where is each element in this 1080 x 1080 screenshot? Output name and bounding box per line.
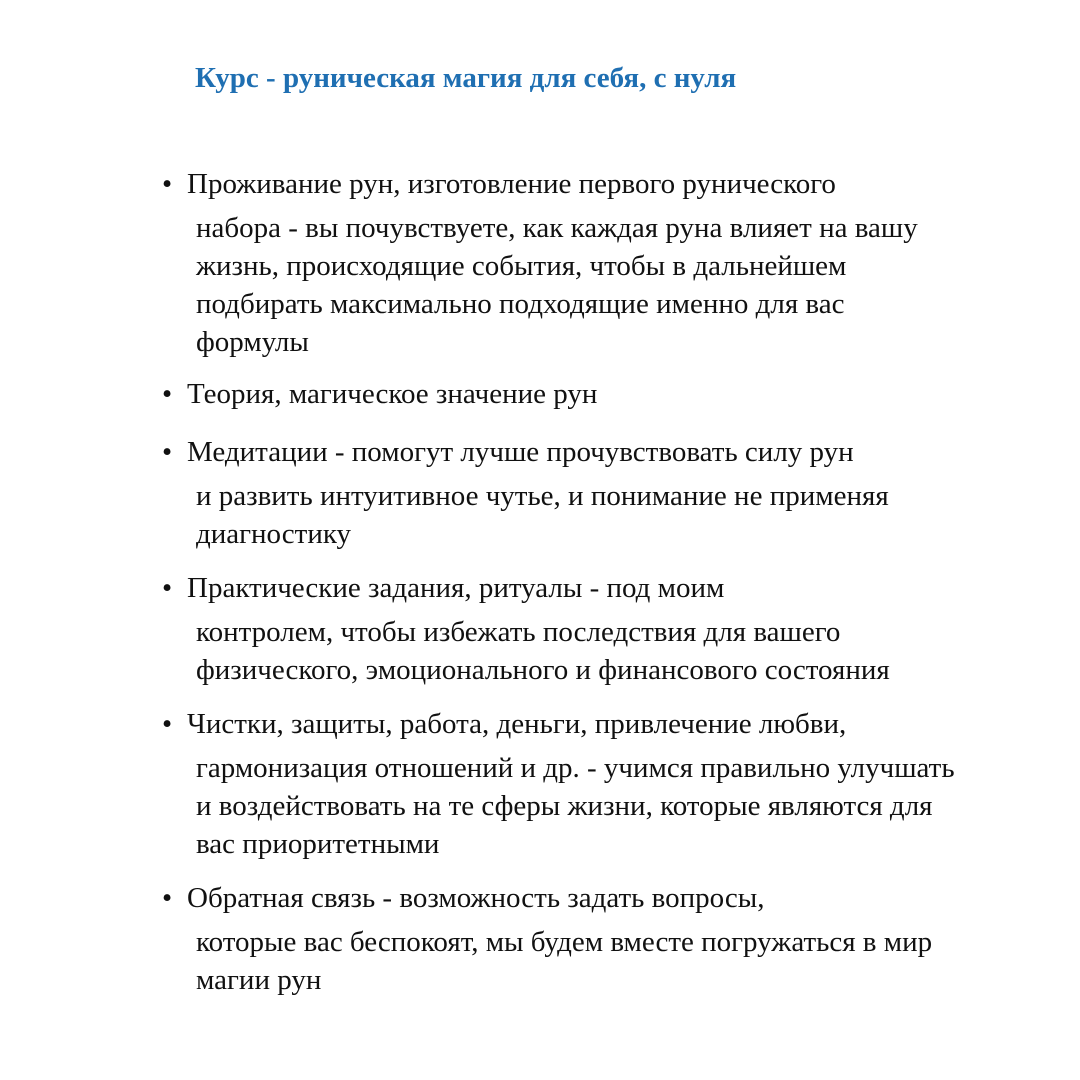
list-item-text: гармонизация отношений и др. - учимся правильно улучшать и воздействовать на те сферы жизни, которые являются для вас приоритетными [196, 752, 955, 860]
list-item [162, 433, 962, 553]
list-item [162, 375, 962, 413]
list-item-text: набора - вы почувствуете, как каждая руна влияет на вашу жизнь, происходящие события, чтобы в дальнейшем подбирать максимально подходящие именно для вас формулы [196, 212, 918, 358]
list-item [162, 569, 962, 689]
bullet-icon: • [162, 708, 173, 740]
list-item-lead: Теория, магическое значение рун [187, 378, 598, 410]
page-title: Курс - руническая магия для себя, с нуля [195, 62, 737, 94]
list-item-lead: Чистки, защиты, работа, деньги, привлечение любви, [187, 708, 847, 740]
bullet-icon: • [162, 436, 173, 468]
feature-list [162, 165, 962, 999]
bullet-icon: • [162, 882, 173, 914]
list-item-text: и развить интуитивное чутье, и понимание не применяя диагностику [196, 480, 889, 550]
list-item-lead: Проживание рун, изготовление первого рунического [187, 168, 836, 200]
bullet-icon: • [162, 168, 173, 200]
list-item-text: контролем, чтобы избежать последствия для вашего физического, эмоционального и финансового состояния [196, 616, 890, 686]
list-item-lead: Практические задания, ритуалы - под моим [187, 572, 725, 604]
list-item [162, 165, 962, 361]
list-item-text: которые вас беспокоят, мы будем вместе погружаться в мир магии рун [196, 926, 933, 996]
list-item-lead: Медитации - помогут лучше прочувствовать силу рун [187, 436, 854, 468]
bullet-icon: • [162, 378, 173, 410]
bullet-icon: • [162, 572, 173, 604]
list-item [162, 705, 962, 863]
list-item-lead: Обратная связь - возможность задать вопросы, [187, 882, 765, 914]
list-item [162, 879, 962, 999]
